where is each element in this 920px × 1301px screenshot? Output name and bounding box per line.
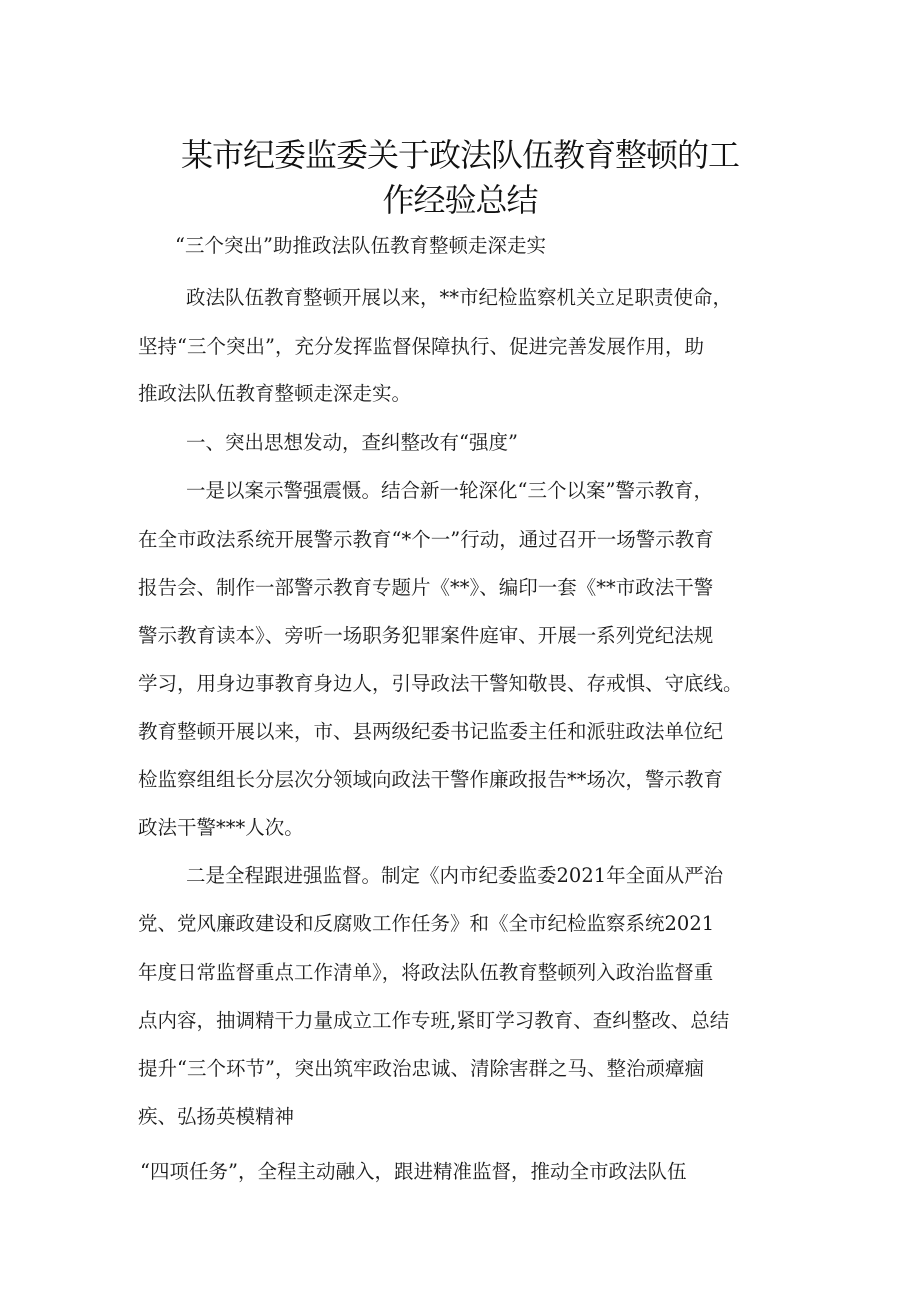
paragraph-line: 政法干警***人次。: [138, 816, 304, 839]
paragraph-line: 检监察组组长分层次分领域向政法干警作廉政报告**场次，警示教育: [138, 768, 724, 791]
document-title-line-1: 某市纪委监委关于政法队伍教育整顿的工: [180, 136, 739, 174]
document-title-line-2: 作经验总结: [382, 181, 538, 219]
paragraph-line: 政法队伍教育整顿开展以来，**市纪检监察机关立足职责使命，: [186, 286, 733, 309]
paragraph-line: “四项任务”，全程主动融入，跟进精准监督，推动全市政法队伍: [140, 1160, 687, 1183]
subtitle: “三个突出”助推政法队伍教育整顿走深走实: [175, 234, 546, 257]
paragraph-line: 点内容，抽调精干力量成立工作专班,紧盯学习教育、查纠整改、总结: [138, 1009, 730, 1032]
paragraph-line: 提升“三个环节”，突出筑牢政治忠诚、清除害群之马、整治顽瘴痼: [138, 1057, 704, 1080]
paragraph-line: 疾、弘扬英模精神: [138, 1105, 295, 1128]
paragraph-line: 推政法队伍教育整顿走深走实。: [138, 382, 412, 405]
paragraph-line: 党、党风廉政建设和反腐败工作任务》和《全市纪检监察系统2021: [138, 912, 715, 935]
paragraph-line: 报告会、制作一部警示教育专题片《**》、编印一套《**市政法干警: [138, 576, 714, 599]
paragraph-line: 在全市政法系统开展警示教育“*个一”行动，通过召开一场警示教育: [138, 528, 714, 551]
paragraph-line: 一是以案示警强震慑。结合新一轮深化“三个以案”警示教育，: [186, 479, 713, 502]
paragraph-line: 年度日常监督重点工作清单》，将政法队伍教育整顿列入政治监督重: [138, 961, 714, 984]
paragraph-line: 教育整顿开展以来，市、县两级纪委书记监委主任和派驻政法单位纪: [138, 720, 724, 743]
paragraph-line: 坚持“三个突出”，充分发挥监督保障执行、促进完善发展作用，助: [138, 335, 704, 358]
paragraph-line: 学习，用身边事教育身边人，引导政法干警知敬畏、存戒惧、守底线。: [138, 672, 743, 695]
paragraph-line: 二是全程跟进强监督。制定《内市纪委监委2021年全面从严治: [186, 864, 724, 887]
paragraph-line: 警示教育读本》、旁听一场职务犯罪案件庭审、开展一系列党纪法规: [138, 624, 714, 647]
section-heading: 一、突出思想发动，查纠整改有“强度”: [186, 431, 518, 454]
